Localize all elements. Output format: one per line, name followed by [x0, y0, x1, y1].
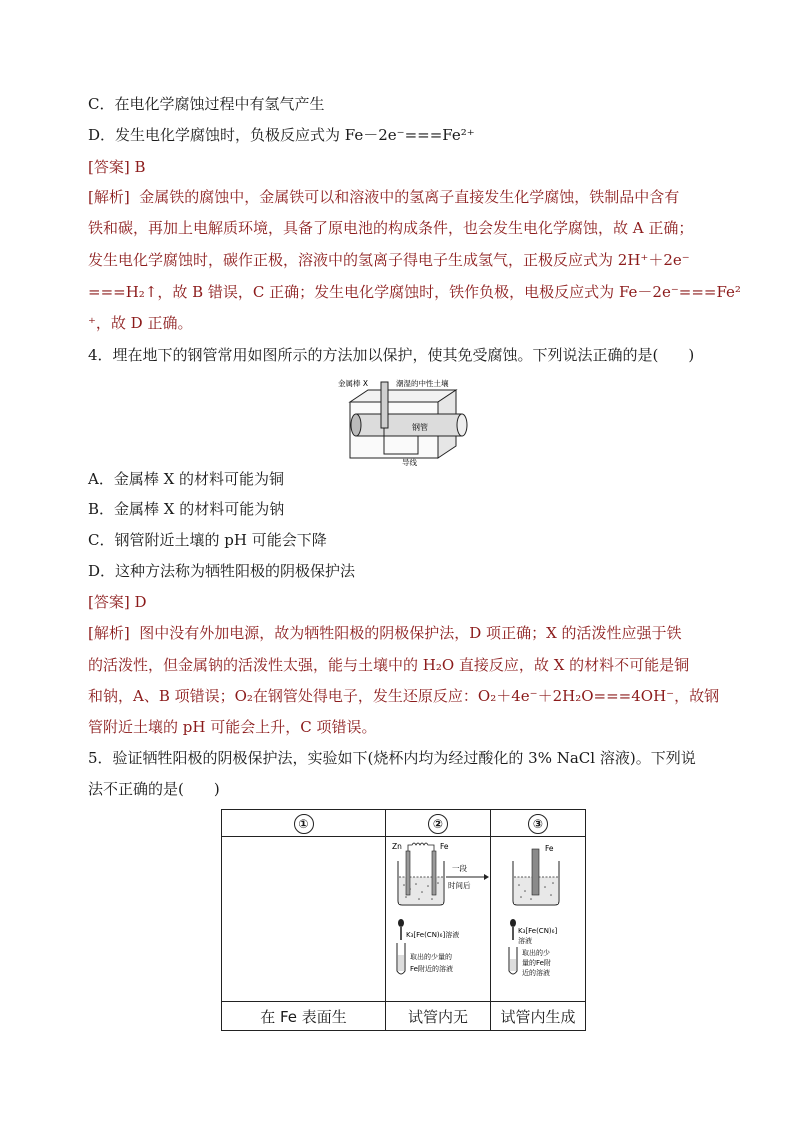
experiment-table — [221, 809, 586, 1031]
analysis-label: [解析] — [88, 624, 130, 642]
q4-analysis-line-4: 管附近土壤的 pH 可能会上升，C 项错误。 — [88, 718, 377, 736]
header-cell-3 — [491, 810, 586, 837]
experiment-3-cell — [491, 837, 586, 1002]
q4-option-d: D．这种方法称为牺牲阳极的阴极保护法 — [88, 562, 356, 580]
wire-label: 导线 — [402, 458, 417, 466]
fe-beaker-figure — [491, 837, 585, 997]
soil-label: 潮湿的中性土壤 — [396, 379, 449, 388]
reagent-label-1: K₃[Fe(CN)₆] — [518, 927, 558, 935]
q3-analysis-line-4: ===H₂↑，故 B 错误，C 正确；发生电化学腐蚀时，铁作负极，电极反应式为 Fe－2e⁻===Fe² — [88, 283, 741, 301]
experiment-2-cell — [386, 837, 491, 1002]
analysis-text: 图中没有外加电源，故为牺牲阳极的阴极保护法，D 项正确；X 的活泼性应强于铁 — [139, 624, 682, 642]
q4-analysis-line-3: 和钠，A、B 项错误；O₂在钢管处得电子，发生还原反应：O₂＋4e⁻＋2H₂O===4OH⁻，故钢 — [88, 687, 720, 705]
zn-label: Zn — [392, 842, 402, 851]
header-number: ③ — [528, 814, 548, 834]
q4-option-a: A．金属棒 X 的材料可能为铜 — [88, 470, 285, 488]
analysis-label: [解析] — [88, 188, 130, 206]
q3-analysis-line-3: 发生电化学腐蚀时，碳作正极，溶液中的氢离子得电子生成氢气，正极反应式为 2H⁺＋2e⁻ — [88, 251, 690, 269]
sample-label-2: 量的Fe附 — [522, 959, 551, 967]
sample-label-1: 取出的少量的 — [410, 953, 452, 961]
q3-option-d: D．发生电化学腐蚀时，负极反应式为 Fe－2e⁻===Fe²⁺ — [88, 126, 475, 144]
arrow-label-1: 一段 — [452, 864, 467, 873]
header-cell-1 — [222, 810, 386, 837]
q5-stem-line-1: 5．验证牺牲阳极的阴极保护法，实验如下(烧杯内均为经过酸化的 3% NaCl 溶液)。下列说 — [88, 749, 696, 767]
analysis-text: 金属铁的腐蚀中，金属铁可以和溶液中的氢离子直接发生化学腐蚀，铁制品中含有 — [139, 188, 680, 206]
sample-label-3: 近的溶液 — [522, 969, 550, 977]
header-number: ① — [294, 814, 314, 834]
q4-analysis-line-1 — [88, 623, 682, 643]
q4-answer: [答案] D — [88, 593, 147, 611]
q3-analysis-line-2: 铁和碳，再加上电解质环境，具备了原电池的构成条件，也会发生电化学腐蚀，故 A 正确； — [88, 219, 694, 237]
q3-option-c: C．在电化学腐蚀过程中有氢气产生 — [88, 95, 325, 113]
sample-label-2: Fe附近的溶液 — [410, 965, 453, 973]
result-cell-2: 试管内无 — [386, 1002, 491, 1031]
fe-label: Fe — [440, 842, 449, 851]
pipe-label: 钢管 — [412, 423, 428, 432]
reagent-label: K₃[Fe(CN)₆]溶液 — [406, 931, 460, 939]
fe-label: Fe — [545, 844, 554, 853]
experiment-1-cell — [222, 837, 386, 1002]
arrow-label-2: 时间后 — [448, 881, 471, 890]
sample-label-1: 取出的少 — [522, 949, 550, 957]
result-cell-1: 在 Fe 表面生 — [222, 1002, 386, 1031]
q4-analysis-line-2: 的活泼性，但金属钠的活泼性太强，能与土壤中的 H₂O 直接反应，故 X 的材料不可能是铜 — [88, 656, 690, 674]
header-cell-2 — [386, 810, 491, 837]
rod-label: 金属棒 X — [338, 379, 369, 388]
result-cell-3: 试管内生成 — [491, 1002, 586, 1031]
steel-pipe-protection-figure — [338, 374, 468, 466]
zn-fe-beaker-figure — [386, 837, 490, 997]
q3-analysis-line-1 — [88, 187, 679, 207]
q5-stem-line-2: 法不正确的是( ) — [88, 780, 220, 798]
q4-option-c: C．钢管附近土壤的 pH 可能会下降 — [88, 531, 327, 549]
q4-stem: 4．埋在地下的钢管常用如图所示的方法加以保护，使其免受腐蚀。下列说法正确的是( ) — [88, 346, 695, 364]
q4-option-b: B．金属棒 X 的材料可能为钠 — [88, 500, 285, 518]
q3-answer: [答案] B — [88, 158, 146, 176]
header-number: ② — [428, 814, 448, 834]
reagent-label-2: 溶液 — [518, 937, 532, 945]
q3-analysis-line-5: ⁺，故 D 正确。 — [88, 314, 193, 332]
